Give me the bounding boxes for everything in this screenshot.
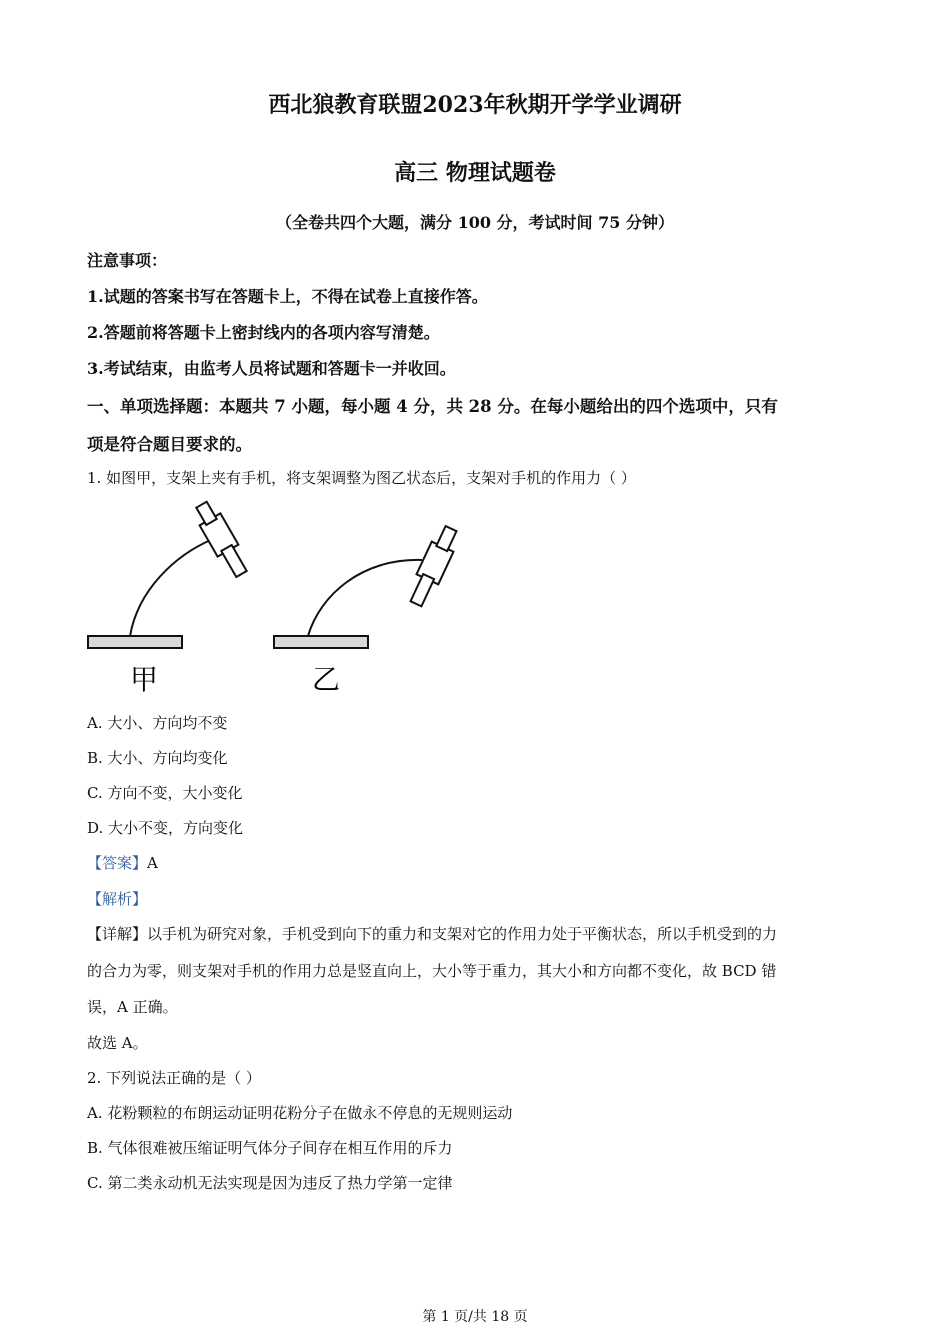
phone-holder-figure xyxy=(80,495,480,695)
note-item: 3.考试结束，由监考人员将试题和答题卡一并收回。 xyxy=(87,359,456,378)
exam-title: 西北狼教育联盟2023年秋期开学学业调研 xyxy=(268,92,682,118)
q1-conclusion: 故选 A。 xyxy=(87,1034,148,1052)
q1-option-a: A. 大小、方向均不变 xyxy=(87,714,228,732)
question-1-stem: 1. 如图甲，支架上夹有手机，将支架调整为图乙状态后，支架对手机的作用力（ ） xyxy=(87,469,636,487)
answer-value: A xyxy=(147,854,158,872)
q1-analysis-tag: 【解析】 xyxy=(87,890,148,908)
q2-option-b: B. 气体很难被压缩证明气体分子间存在相互作用的斥力 xyxy=(87,1139,453,1157)
q1-option-d: D. 大小不变，方向变化 xyxy=(87,819,244,837)
q1-detail-line: 的合力为零，则支架对手机的作用力总是竖直向上，大小等于重力，其大小和方向都不变化，故 BCD 错 xyxy=(87,962,777,980)
label-yi: 乙 xyxy=(311,663,341,695)
exam-subtitle: 高三 物理试题卷 xyxy=(394,160,556,186)
label-jia: 甲 xyxy=(129,663,159,695)
notes-heading: 注意事项： xyxy=(87,251,168,270)
q1-detail-line: 误，A 正确。 xyxy=(87,998,178,1016)
answer-tag: 【答案】 xyxy=(87,854,148,872)
section-heading-line1: 一、单项选择题：本题共 7 小题，每小题 4 分，共 28 分。在每小题给出的四个选项中，只有 xyxy=(87,397,778,416)
q1-answer xyxy=(87,852,158,873)
q2-option-c: C. 第二类永动机无法实现是因为违反了热力学第一定律 xyxy=(87,1174,453,1192)
q1-option-b: B. 大小、方向均变化 xyxy=(87,749,228,767)
q1-option-c: C. 方向不变，大小变化 xyxy=(87,784,243,802)
q2-option-a: A. 花粉颗粒的布朗运动证明花粉分子在做永不停息的无规则运动 xyxy=(87,1104,513,1122)
q1-detail-line: 【详解】以手机为研究对象，手机受到向下的重力和支架对它的作用力处于平衡状态，所以手机受到的力 xyxy=(87,925,778,943)
holder-jia xyxy=(88,499,252,695)
exam-info: （全卷共四个大题，满分 100 分，考试时间 75 分钟） xyxy=(276,213,674,232)
question-2-stem: 2. 下列说法正确的是（ ） xyxy=(87,1069,261,1087)
section-heading-line2: 项是符合题目要求的。 xyxy=(87,435,252,454)
page-number: 第 1 页/共 18 页 xyxy=(422,1309,528,1325)
note-item: 2.答题前将答题卡上密封线内的各项内容写清楚。 xyxy=(87,323,440,342)
note-item: 1.试题的答案书写在答题卡上，不得在试卷上直接作答。 xyxy=(87,287,488,306)
holder-yi xyxy=(274,523,462,695)
